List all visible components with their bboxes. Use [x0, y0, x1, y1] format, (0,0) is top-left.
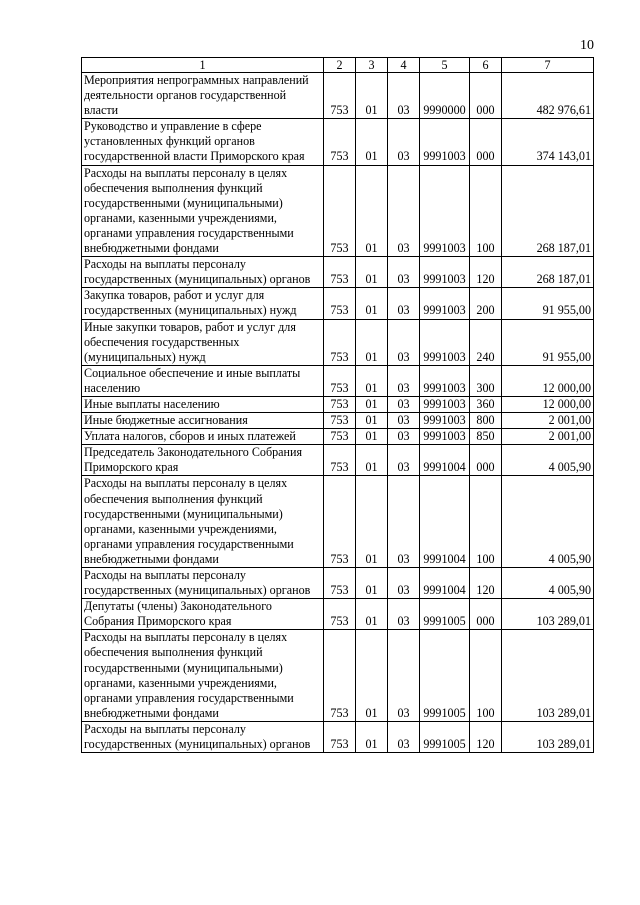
column-header: 1 — [82, 58, 324, 73]
table-row — [82, 319, 594, 365]
subsection-code-cell: 03 — [388, 630, 420, 722]
subsection-code-cell: 03 — [388, 165, 420, 257]
section-code-cell: 01 — [356, 413, 388, 429]
row-name-cell: Расходы на выплаты персоналу в целях обеспечения выполнения функций государственными (муниципальными) органами, казенными учреждениями, органами управления государственными внебюджетными фондами — [82, 165, 324, 257]
subsection-code-cell: 03 — [388, 319, 420, 365]
table-row — [82, 165, 594, 257]
expense-type-cell: 000 — [470, 445, 502, 476]
budget-table — [81, 57, 594, 753]
amount-cell: 91 955,00 — [502, 288, 594, 319]
table-row — [82, 365, 594, 396]
subsection-code-cell: 03 — [388, 476, 420, 568]
table-row — [82, 445, 594, 476]
row-name-cell: Уплата налогов, сборов и иных платежей — [82, 429, 324, 445]
expense-type-cell: 000 — [470, 119, 502, 165]
section-code-cell: 01 — [356, 165, 388, 257]
expense-type-cell: 000 — [470, 599, 502, 630]
subsection-code-cell: 03 — [388, 119, 420, 165]
page-number: 10 — [580, 38, 594, 53]
row-name-cell: Расходы на выплаты персоналу в целях обеспечения выполнения функций государственными (муниципальными) органами, казенными учреждениями, органами управления государственными внебюджетными фондами — [82, 476, 324, 568]
expense-type-cell: 200 — [470, 288, 502, 319]
amount-cell: 482 976,61 — [502, 73, 594, 119]
subsection-code-cell: 03 — [388, 445, 420, 476]
article-code-cell: 9991003 — [420, 365, 470, 396]
table-row — [82, 568, 594, 599]
article-code-cell: 9991005 — [420, 721, 470, 752]
article-code-cell: 9991004 — [420, 476, 470, 568]
section-code-cell: 01 — [356, 445, 388, 476]
expense-type-cell: 360 — [470, 396, 502, 412]
ministry-code-cell: 753 — [324, 721, 356, 752]
ministry-code-cell: 753 — [324, 599, 356, 630]
expense-type-cell: 850 — [470, 429, 502, 445]
amount-cell: 103 289,01 — [502, 630, 594, 722]
column-header: 6 — [470, 58, 502, 73]
ministry-code-cell: 753 — [324, 476, 356, 568]
section-code-cell: 01 — [356, 319, 388, 365]
article-code-cell: 9991003 — [420, 413, 470, 429]
amount-cell: 103 289,01 — [502, 599, 594, 630]
amount-cell: 268 187,01 — [502, 257, 594, 288]
table-row — [82, 119, 594, 165]
expense-type-cell: 120 — [470, 568, 502, 599]
ministry-code-cell: 753 — [324, 365, 356, 396]
article-code-cell: 9991003 — [420, 429, 470, 445]
ministry-code-cell: 753 — [324, 319, 356, 365]
article-code-cell: 9991004 — [420, 445, 470, 476]
table-row — [82, 413, 594, 429]
table-row — [82, 630, 594, 722]
section-code-cell: 01 — [356, 396, 388, 412]
row-name-cell: Иные выплаты населению — [82, 396, 324, 412]
subsection-code-cell: 03 — [388, 288, 420, 319]
subsection-code-cell: 03 — [388, 365, 420, 396]
article-code-cell: 9991005 — [420, 630, 470, 722]
subsection-code-cell: 03 — [388, 257, 420, 288]
ministry-code-cell: 753 — [324, 73, 356, 119]
ministry-code-cell: 753 — [324, 396, 356, 412]
table-body — [82, 73, 594, 753]
subsection-code-cell: 03 — [388, 721, 420, 752]
ministry-code-cell: 753 — [324, 445, 356, 476]
subsection-code-cell: 03 — [388, 413, 420, 429]
subsection-code-cell: 03 — [388, 429, 420, 445]
ministry-code-cell: 753 — [324, 413, 356, 429]
table-row — [82, 599, 594, 630]
article-code-cell: 9991003 — [420, 319, 470, 365]
amount-cell: 268 187,01 — [502, 165, 594, 257]
section-code-cell: 01 — [356, 476, 388, 568]
subsection-code-cell: 03 — [388, 568, 420, 599]
amount-cell: 12 000,00 — [502, 365, 594, 396]
row-name-cell: Расходы на выплаты персоналу государственных (муниципальных) органов — [82, 257, 324, 288]
article-code-cell: 9991004 — [420, 568, 470, 599]
section-code-cell: 01 — [356, 599, 388, 630]
section-code-cell: 01 — [356, 119, 388, 165]
expense-type-cell: 000 — [470, 73, 502, 119]
table-row — [82, 257, 594, 288]
row-name-cell: Закупка товаров, работ и услуг для государственных (муниципальных) нужд — [82, 288, 324, 319]
article-code-cell: 9990000 — [420, 73, 470, 119]
expense-type-cell: 800 — [470, 413, 502, 429]
section-code-cell: 01 — [356, 630, 388, 722]
ministry-code-cell: 753 — [324, 288, 356, 319]
expense-type-cell: 120 — [470, 721, 502, 752]
subsection-code-cell: 03 — [388, 73, 420, 119]
section-code-cell: 01 — [356, 429, 388, 445]
column-header: 2 — [324, 58, 356, 73]
ministry-code-cell: 753 — [324, 257, 356, 288]
section-code-cell: 01 — [356, 568, 388, 599]
expense-type-cell: 100 — [470, 165, 502, 257]
table-row — [82, 429, 594, 445]
article-code-cell: 9991003 — [420, 396, 470, 412]
expense-type-cell: 240 — [470, 319, 502, 365]
row-name-cell: Иные закупки товаров, работ и услуг для обеспечения государственных (муниципальных) нужд — [82, 319, 324, 365]
row-name-cell: Иные бюджетные ассигнования — [82, 413, 324, 429]
row-name-cell: Руководство и управление в сфере установленных функций органов государственной власти Приморского края — [82, 119, 324, 165]
row-name-cell: Расходы на выплаты персоналу в целях обеспечения выполнения функций государственными (муниципальными) органами, казенными учреждениями, органами управления государственными внебюджетными фондами — [82, 630, 324, 722]
article-code-cell: 9991003 — [420, 257, 470, 288]
subsection-code-cell: 03 — [388, 599, 420, 630]
amount-cell: 2 001,00 — [502, 413, 594, 429]
expense-type-cell: 300 — [470, 365, 502, 396]
row-name-cell: Социальное обеспечение и иные выплаты населению — [82, 365, 324, 396]
row-name-cell: Мероприятия непрограммных направлений деятельности органов государственной власти — [82, 73, 324, 119]
subsection-code-cell: 03 — [388, 396, 420, 412]
row-name-cell: Расходы на выплаты персоналу государственных (муниципальных) органов — [82, 721, 324, 752]
article-code-cell: 9991003 — [420, 288, 470, 319]
table-row — [82, 721, 594, 752]
article-code-cell: 9991003 — [420, 119, 470, 165]
column-header: 3 — [356, 58, 388, 73]
section-code-cell: 01 — [356, 288, 388, 319]
table-row — [82, 73, 594, 119]
expense-type-cell: 100 — [470, 476, 502, 568]
row-name-cell: Председатель Законодательного Собрания Приморского края — [82, 445, 324, 476]
amount-cell: 4 005,90 — [502, 568, 594, 599]
article-code-cell: 9991003 — [420, 165, 470, 257]
section-code-cell: 01 — [356, 257, 388, 288]
ministry-code-cell: 753 — [324, 630, 356, 722]
article-code-cell: 9991005 — [420, 599, 470, 630]
amount-cell: 2 001,00 — [502, 429, 594, 445]
table-row — [82, 396, 594, 412]
amount-cell: 12 000,00 — [502, 396, 594, 412]
amount-cell: 4 005,90 — [502, 445, 594, 476]
header-row — [82, 58, 594, 73]
table-row — [82, 476, 594, 568]
section-code-cell: 01 — [356, 73, 388, 119]
column-header: 7 — [502, 58, 594, 73]
row-name-cell: Депутаты (члены) Законодательного Собрания Приморского края — [82, 599, 324, 630]
amount-cell: 374 143,01 — [502, 119, 594, 165]
amount-cell: 91 955,00 — [502, 319, 594, 365]
row-name-cell: Расходы на выплаты персоналу государственных (муниципальных) органов — [82, 568, 324, 599]
ministry-code-cell: 753 — [324, 568, 356, 599]
ministry-code-cell: 753 — [324, 119, 356, 165]
section-code-cell: 01 — [356, 721, 388, 752]
table-row — [82, 288, 594, 319]
column-header: 4 — [388, 58, 420, 73]
amount-cell: 103 289,01 — [502, 721, 594, 752]
ministry-code-cell: 753 — [324, 429, 356, 445]
section-code-cell: 01 — [356, 365, 388, 396]
expense-type-cell: 100 — [470, 630, 502, 722]
expense-type-cell: 120 — [470, 257, 502, 288]
column-header: 5 — [420, 58, 470, 73]
ministry-code-cell: 753 — [324, 165, 356, 257]
amount-cell: 4 005,90 — [502, 476, 594, 568]
